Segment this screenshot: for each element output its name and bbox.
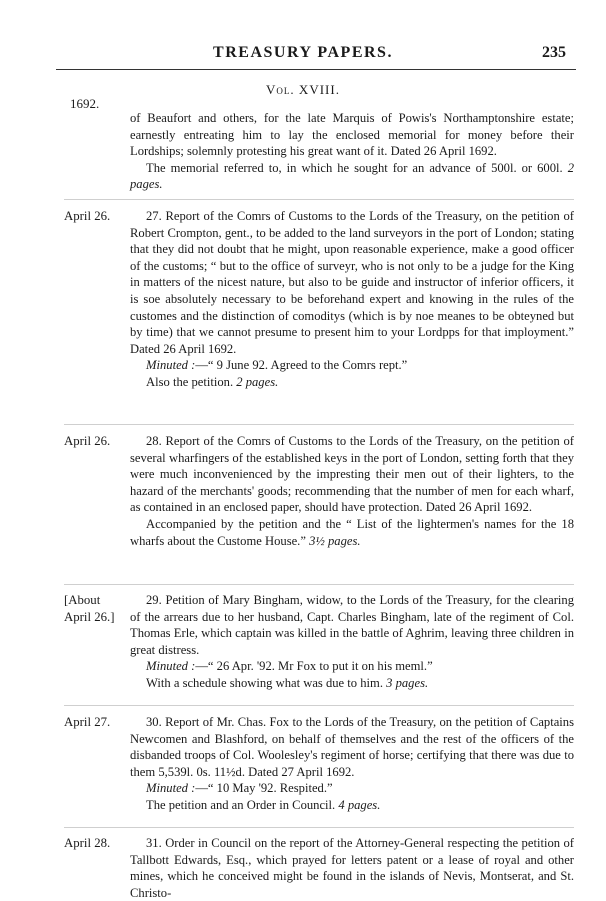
entry-date: April 28. <box>64 836 111 850</box>
minuted-text: —“ 26 Apr. '92. Mr Fox to put it on his meml.” <box>195 659 433 674</box>
entry-minute <box>130 658 574 675</box>
extra-text: Also the petition. <box>146 374 234 389</box>
entry-29 <box>130 592 574 692</box>
entry-pages: 3 pages. <box>386 675 429 690</box>
entry-minute <box>130 357 574 374</box>
entry-extra <box>130 516 574 549</box>
entry-pages: 2 pages. <box>236 374 279 389</box>
continuation-entry <box>130 110 574 193</box>
continuation-memorial <box>130 160 574 193</box>
entry-body: 30. Report of Mr. Chas. Fox to the Lords of the Treasury, on the petition of Captains Newcomen and Blashford, on behalf of themselves and the rest of the officers of the disbanded troops of Col. Woolesley's regiment of horse; certifying that there was due to them 5,539l. 0s. 11½d. Dated 27 April 1692. <box>130 715 574 779</box>
entry-27 <box>130 208 574 391</box>
minuted-text: —“ 9 June 92. Agreed to the Comrs rept.” <box>195 358 408 373</box>
volume-label: Vol. XVIII. <box>266 82 340 97</box>
entry-pages: 4 pages. <box>338 797 381 812</box>
entry-separator <box>64 705 574 706</box>
entry-30 <box>130 714 574 814</box>
entry-extra <box>130 797 574 814</box>
memorial-pages: 2 pages. <box>130 160 574 192</box>
minuted-text: —“ 10 May '92. Respited.” <box>195 781 333 796</box>
entry-body: 29. Petition of Mary Bingham, widow, to the Lords of the Treasury, for the clearing of the arrears due to her husband, Capt. Charles Bingham, late of the regiment of Col. Thomas Erle, which captain was killed in the battle of Aghrim, leaving three children in great distress. <box>130 593 574 657</box>
entry-date: April 26. <box>64 209 111 223</box>
entry-body: 27. Report of the Comrs of Customs to the Lords of the Treasury, on the petition of Robert Crompton, gent., to be added to the land surveyors in the port of London; stating that they did not doubt that he might, upon reasonable experience, make a good officer of the customs; “ but to the office of surveyr, who is not only to be a judge for the King in matters of the nicest nature, but also to be guide and instructor of inferior officers, it is soe absolutely necessary to be beforehand expert and knowing in the rules of the customes and the distinction of comoditys (which is by noe meanes to be obteyned but by time) that we cannot presume to present him to your Lordpps for that imployment.” Dated 26 April 1692. <box>130 209 574 356</box>
minuted-label: Minuted : <box>146 659 196 674</box>
entry-body: 31. Order in Council on the report of the Attorney-General respecting the petition of Tallbott Edwards, Esq., which prayed for letters patent or a lease of royal and other mines, which he conceived might be found in the islands of Nevis, Montserat, and St. Christo- <box>130 836 574 900</box>
entry-separator <box>64 199 574 200</box>
entry-extra <box>130 675 574 692</box>
entry-minute <box>130 780 574 797</box>
header-rule <box>56 69 576 70</box>
minuted-label: Minuted : <box>146 781 196 796</box>
entry-31 <box>130 835 574 901</box>
entry-28 <box>130 433 574 549</box>
entry-date: [About April 26.] <box>64 593 115 624</box>
extra-text: The petition and an Order in Council. <box>146 797 336 812</box>
extra-text: Accompanied by the petition and the “ List of the lightermen's names for the 18 wharfs about the Custome House.” <box>130 516 574 548</box>
entry-extra <box>130 374 574 391</box>
entry-body: 28. Report of the Comrs of Customs to the Lords of the Treasury, on the petition of several wharfingers of the established keys in the port of London, setting forth that they were much inconvenienced by the impresting their men out of their lighters, to the hazard of the merchants' goods; recommending that the number of men for each wharf, as contained in an enclosed paper, should have protection. Dated 26 April 1692. <box>130 434 574 515</box>
extra-text: With a schedule showing what was due to him. <box>146 675 383 690</box>
entry-pages: 3½ pages. <box>309 533 361 548</box>
entry-separator <box>64 584 574 585</box>
year-margin: 1692. <box>70 96 100 111</box>
entry-separator <box>64 424 574 425</box>
entry-date: April 26. <box>64 434 111 448</box>
continuation-text: of Beaufort and others, for the late Marquis of Powis's Northamptonshire estate; earnestly entreating him to lay the enclosed memorial for money before their Lordships; solemnly protesting his great want of it. Dated 26 April 1692. <box>130 111 574 159</box>
minuted-label: Minuted : <box>146 358 196 373</box>
memorial-text: The memorial referred to, in which he sought for an advance of 500l. or 600l. <box>146 160 563 175</box>
entry-date: April 27. <box>64 715 111 729</box>
page-number: 235 <box>542 44 566 61</box>
entry-separator <box>64 827 574 828</box>
page-title: TREASURY PAPERS. <box>213 44 393 61</box>
